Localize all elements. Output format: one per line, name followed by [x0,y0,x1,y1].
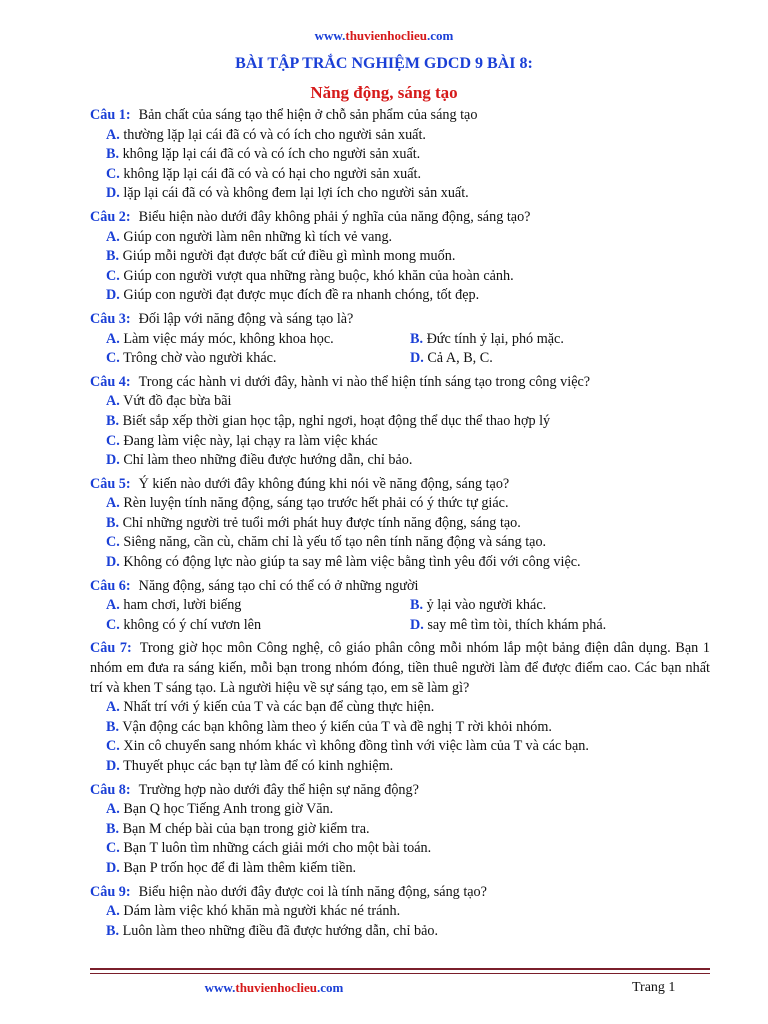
answer-options [90,902,710,941]
option-letter: D. [106,859,120,876]
answer-option[interactable] [106,596,410,616]
answer-option[interactable] [410,596,710,616]
option-letter: D. [106,554,120,571]
option-letter: C. [106,432,120,449]
question-stem [90,310,710,330]
question-text: Đối lập với năng động và sáng tạo là? [138,310,354,327]
question-8 [90,781,710,879]
question-number: Câu 6: [90,577,131,594]
question-stem [90,781,710,801]
option-text: lặp lại cái đã có và không đem lại lợi ích cho người sản xuất. [123,185,469,202]
question-number: Câu 4: [90,373,131,390]
option-text: Giúp con người làm nên những kì tích vẻ vang. [123,228,393,245]
answer-option[interactable] [90,902,710,922]
option-text: ỷ lại vào người khác. [426,597,547,614]
answer-option[interactable] [90,859,710,879]
option-letter: B. [410,597,424,614]
option-letter: B. [106,820,120,837]
footer-rule-thin [90,973,710,974]
question-number: Câu 7: [90,640,132,657]
option-letter: A. [106,393,120,410]
footer-url-suffix: .com [316,980,344,995]
question-1 [90,106,710,204]
answer-options [90,596,710,635]
question-text: Trường hợp nào dưới đây thể hiện sự năng động? [138,781,419,798]
option-text: Chỉ những người trẻ tuổi mới phát huy được tính năng động, sáng tạo. [122,514,521,531]
option-text: Bạn P trốn học để đi làm thêm kiếm tiền. [123,859,357,876]
answer-option[interactable] [90,553,710,573]
answer-option[interactable] [90,184,710,204]
site-header-url[interactable] [0,28,768,44]
question-9 [90,883,710,942]
question-stem [90,475,710,495]
option-letter: B. [410,330,424,347]
option-text: Chỉ làm theo những điều được hướng dẫn, chỉ bảo. [123,452,413,469]
page-title: BÀI TẬP TRẮC NGHIỆM GDCD 9 BÀI 8: [235,55,533,72]
answer-option[interactable] [90,126,710,146]
option-letter: A. [106,495,120,512]
option-letter: B. [106,514,120,531]
answer-option[interactable] [90,165,710,185]
answer-option[interactable] [90,392,710,412]
answer-option[interactable] [90,267,710,287]
answer-options [90,330,710,369]
option-text: thường lặp lại cái đã có và có ích cho người sản xuất. [123,126,426,143]
answer-option[interactable] [90,757,710,777]
option-letter: C. [106,165,120,182]
question-2 [90,208,710,306]
answer-option[interactable] [106,616,410,636]
option-letter: A. [106,903,120,920]
site-url-prefix: www. [314,28,346,43]
question-6 [90,577,710,636]
option-text: Bạn T luôn tìm những cách giải mới cho một bài toán. [123,840,432,857]
question-text: Biểu hiện nào dưới đây được coi là tính năng động, sáng tạo? [138,883,487,900]
question-3 [90,310,710,369]
answer-option[interactable] [410,616,710,636]
option-letter: A. [106,228,120,245]
question-text: Bản chất của sáng tạo thể hiện ở chỗ sản phẩm của sáng tạo [138,107,478,123]
answer-option[interactable] [90,494,710,514]
question-5 [90,475,710,573]
answer-option[interactable] [106,349,410,369]
option-text: Luôn làm theo những điều đã được hướng dẫn, chỉ bảo. [122,922,439,939]
option-text: Thuyết phục các bạn tự làm để có kinh nghiệm. [123,758,394,774]
answer-option[interactable] [106,330,410,350]
question-stem [90,883,710,903]
option-letter: A. [106,330,120,347]
option-text: Biết sắp xếp thời gian học tập, nghỉ ngơi, hoạt động thể dục thể thao hợp lý [122,412,551,429]
option-letter: A. [106,801,120,818]
question-number: Câu 5: [90,475,131,492]
answer-options [90,698,710,776]
answer-option[interactable] [90,451,710,471]
question-4 [90,373,710,471]
option-letter: C. [106,534,120,551]
site-url-name: thuvienhoclieu [345,28,427,43]
footer-rule [90,968,710,970]
question-stem [90,208,710,228]
option-text: Cả A, B, C. [427,350,493,367]
answer-option[interactable] [90,432,710,452]
footer-url-name: thuvienhoclieu [235,980,317,995]
option-letter: C. [106,350,120,367]
answer-option[interactable] [90,800,710,820]
option-text: Giúp con người vượt qua những ràng buộc, khó khăn của hoàn cảnh. [123,267,514,284]
answer-option[interactable] [90,228,710,248]
site-url-suffix: .com [426,28,454,43]
answer-options [90,228,710,306]
option-text: ham chơi, lười biếng [123,597,242,614]
answer-option[interactable] [90,839,710,859]
question-number: Câu 8: [90,781,131,798]
answer-option[interactable] [90,737,710,757]
answer-option[interactable] [90,820,710,840]
question-number: Câu 9: [90,883,131,900]
option-letter: B. [106,718,120,735]
option-letter: C. [106,616,120,633]
answer-option[interactable] [90,286,710,306]
option-text: Làm việc máy móc, không khoa học. [123,330,334,347]
footer-url-prefix: www. [204,980,236,995]
answer-option[interactable] [90,718,710,738]
question-text: Trong giờ học môn Công nghệ, cô giáo phân công mỗi nhóm lắp một bảng điện dân dụng. Bạn 1 nhóm em đưa ra sáng kiến, mỗi bạn trong nhóm đóng, tiền thuê người làm để được điểm cao. Các bạn nhất trí và khen T sáng tạo. Là người hiệu về sự sáng tạo, em sẽ làm gì? [90,640,710,696]
question-text: Năng động, sáng tạo chỉ có thể có ở những người [138,577,419,594]
answer-option[interactable] [90,533,710,553]
question-number: Câu 3: [90,310,131,327]
option-text: Đang làm việc này, lại chạy ra làm việc khác [123,432,378,449]
option-letter: D. [106,452,120,469]
question-list [90,106,710,945]
question-stem [90,373,710,393]
option-text: Bạn Q học Tiếng Anh trong giờ Văn. [123,801,334,818]
question-text: Biểu hiện nào dưới đây không phải ý nghĩa của năng động, sáng tạo? [138,208,531,225]
answer-option[interactable] [90,514,710,534]
option-text: Bạn M chép bài của bạn trong giờ kiểm tra. [122,820,370,837]
question-7 [90,639,710,776]
option-letter: A. [106,597,120,614]
answer-options [90,800,710,878]
option-letter: A. [106,699,120,716]
option-text: không lặp lại cái đã có và có ích cho người sản xuất. [122,146,421,163]
option-text: Xin cô chuyển sang nhóm khác vì không đồng tình với việc làm của T và các bạn. [123,738,589,755]
answer-options [90,494,710,572]
option-letter: B. [106,146,120,163]
option-text: Vứt đồ đạc bừa bãi [123,393,232,410]
option-text: Đức tính ỷ lại, phó mặc. [426,330,564,347]
question-stem [90,106,710,126]
option-text: không có ý chí vươn lên [123,616,262,633]
option-letter: C. [106,840,120,857]
option-letter: B. [106,922,120,939]
answer-options [90,392,710,470]
footer-url[interactable] [0,980,548,996]
question-text: Ý kiến nào dưới đây không đúng khi nói về năng động, sáng tạo? [138,475,510,492]
answer-option[interactable] [90,247,710,267]
answer-option[interactable] [410,330,710,350]
option-text: Trông chờ vào người khác. [123,350,277,367]
option-letter: D. [106,758,120,774]
option-text: không lặp lại cái đã có và có hại cho người sản xuất. [123,165,422,182]
answer-option[interactable] [90,145,710,165]
page-number: Trang 1 [632,980,676,995]
option-text: Vận động các bạn không làm theo ý kiến của T và đề nghị T rời khỏi nhóm. [122,718,552,735]
option-letter: D. [410,616,424,633]
page-subtitle: Năng động, sáng tạo [310,83,458,102]
option-text: Nhất trí với ý kiến của T và các bạn để cùng thực hiện. [123,699,435,716]
answer-option[interactable] [90,412,710,432]
answer-option[interactable] [410,349,710,369]
option-text: say mê tìm tòi, thích khám phá. [427,616,607,633]
answer-option[interactable] [90,922,710,942]
option-letter: C. [106,267,120,284]
question-text: Trong các hành vi dưới đây, hành vi nào thể hiện tính sáng tạo trong công việc? [138,373,591,390]
option-text: Dám làm việc khó khăn mà người khác né tránh. [123,903,401,920]
option-letter: B. [106,248,120,265]
option-text: Giúp con người đạt được mục đích đề ra nhanh chóng, tốt đẹp. [123,287,480,304]
option-text: Giúp mỗi người đạt được bất cứ điều gì mình mong muốn. [122,248,456,265]
question-stem [90,639,710,698]
option-letter: B. [106,412,120,429]
option-letter: A. [106,126,120,143]
option-letter: D. [410,350,424,367]
option-text: Không có động lực nào giúp ta say mê làm việc bằng tình yêu đối với công việc. [123,554,581,571]
answer-option[interactable] [90,698,710,718]
answer-options [90,126,710,204]
option-letter: D. [106,287,120,304]
option-text: Rèn luyện tính năng động, sáng tạo trước hết phải có ý thức tự giác. [123,495,509,512]
option-text: Siêng năng, cần cù, chăm chỉ là yếu tố tạo nên tính năng động và sáng tạo. [123,534,547,551]
option-letter: D. [106,185,120,202]
question-number: Câu 1: [90,107,131,123]
question-stem [90,577,710,597]
question-number: Câu 2: [90,208,131,225]
option-letter: C. [106,738,120,755]
